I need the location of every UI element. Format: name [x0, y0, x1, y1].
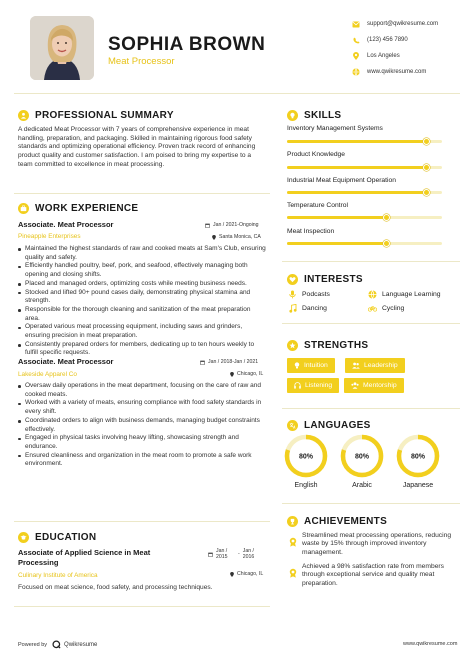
job-location: Santa Monica, CA: [212, 234, 261, 240]
job-title: Associate. Meat Processor: [18, 357, 114, 366]
education-school: Culinary Institute of America: [18, 572, 98, 579]
experience-heading: WORK EXPERIENCE: [18, 203, 138, 214]
list-item: Engaged in physical tasks involving heavy lifting, showcasing strength and endurance.: [18, 434, 266, 451]
profile-photo: [30, 16, 94, 80]
skill-name: Inventory Management Systems: [287, 125, 383, 132]
job-company: Lakeside Apparel Co: [18, 371, 77, 378]
skill-bar: [287, 216, 442, 219]
job-company: Pineapple Enterprises: [18, 233, 81, 240]
skill-bar: [287, 166, 442, 169]
candidate-name: SOPHIA BROWN: [108, 34, 266, 55]
footer-brand: Qwikresume: [64, 641, 98, 648]
ring-value: 80%: [410, 453, 426, 461]
list-item: Responsible for the thorough cleaning and sanitization of the meat preparation area.: [18, 306, 266, 323]
languages-divider: [282, 503, 460, 504]
job-dates: Jan / 2018-Jan / 2021: [200, 359, 258, 365]
summary-text: A dedicated Meat Processor with 7 years of comprehensive experience in meat handling, preparation, and packaging. Skilled in maintaining rigorous food safety standards and optimizing operational efficiency. Proven track record of enhancing product quality and customer satisfaction. I am poised to bring my expertise to a team committed to excellence in meat processing.: [18, 126, 256, 168]
globe-icon: [368, 290, 377, 299]
strengths-divider: [282, 408, 460, 409]
interests-heading: INTERESTS: [287, 274, 363, 285]
summary-heading: PROFESSIONAL SUMMARY: [18, 110, 174, 121]
interests-divider: [282, 323, 460, 324]
list-item: Consistently prepared orders for members, dedicating up to ten hours weekly to fulfill specific requests.: [18, 341, 266, 358]
calendar-icon: [205, 223, 210, 228]
skill-bar: [287, 191, 442, 194]
skill-name: Temperature Control: [287, 202, 348, 209]
strength-tag: Leadership: [345, 358, 405, 373]
achievement-item: Achieved a 98% satisfaction rate from members through exceptional service and quality meat preparation.: [302, 563, 444, 587]
contact-website[interactable]: www.qwikresume.com: [352, 64, 438, 80]
skills-heading: SKILLS: [287, 110, 341, 121]
job-dates: Jan / 2021-Ongoing: [205, 222, 259, 228]
contact-email[interactable]: support@qwikresume.com: [352, 16, 438, 32]
location-pin-icon: [230, 372, 234, 377]
strength-tag: Mentorship: [344, 378, 404, 393]
list-item: Operated various meat processing equipment, including saws and grinders, ensuring precision in meat preparation.: [18, 323, 266, 340]
bicycle-icon: [368, 304, 377, 313]
strengths-heading: STRENGTHS: [287, 340, 368, 351]
mail-icon: [352, 20, 360, 28]
language-name: Arabic: [352, 482, 372, 489]
briefcase-icon: [18, 203, 29, 214]
education-degree-line-1: Associate of Applied Science in Meat: [18, 548, 151, 557]
language-name: English: [294, 482, 318, 489]
experience-divider: [14, 521, 270, 522]
job-bullets: [18, 382, 266, 469]
ring-value: 80%: [298, 453, 314, 461]
candidate-role: Meat Processor: [108, 56, 175, 67]
languages-heading: LANGUAGES: [287, 420, 371, 431]
location-pin-icon: [230, 572, 234, 577]
skills-divider: [282, 261, 460, 262]
headphones-icon: [294, 382, 301, 389]
ring-value: 80%: [354, 453, 370, 461]
interest-item: Dancing: [288, 304, 327, 313]
users-icon: [352, 362, 360, 369]
list-item: Stocked and lifted 90+ pound cases daily, demonstrating physical stamina and strength.: [18, 289, 266, 306]
education-date-from: Jan / 2015: [208, 548, 228, 560]
achievement-item: Streamlined meat processing operations, reducing waste by 15% through improved inventory management.: [302, 532, 452, 556]
award-icon: [288, 534, 298, 544]
microphone-icon: [288, 290, 297, 299]
contact-location: Los Angeles: [352, 48, 438, 64]
skill-bar-knob: [383, 240, 390, 247]
language-ring: [343, 437, 381, 475]
list-item: Coordinated orders to align with business demands, managing budget constraints effectively.: [18, 417, 266, 434]
skill-bar-knob: [423, 189, 430, 196]
skill-bar-fill: [287, 191, 427, 194]
location-pin-icon: [352, 52, 360, 60]
list-item: Worked with a variety of meats, ensuring compliance with food safety standards in every shift.: [18, 399, 266, 416]
education-heading: EDUCATION: [18, 532, 96, 543]
interest-item: Podcasts: [288, 290, 330, 299]
strength-tag: Listening: [287, 378, 339, 393]
contact-block: [352, 16, 438, 80]
list-item: Ensured cleanliness and organization in the meat room to promote a safe work environment.: [18, 452, 266, 469]
heart-icon: [287, 274, 298, 285]
summary-icon: [18, 110, 29, 121]
footer-website[interactable]: www.qwikresume.com: [403, 641, 458, 647]
skill-bar-fill: [287, 140, 427, 143]
skill-bar-fill: [287, 166, 427, 169]
education-degree-line-2: Processing: [18, 558, 59, 567]
education-date-to: - Jan / 2016: [238, 548, 255, 560]
graduation-cap-icon: [18, 532, 29, 543]
phone-icon: [352, 36, 360, 44]
lightbulb-icon: [294, 362, 300, 369]
language-rings: [282, 432, 460, 484]
job-title: Associate. Meat Processor: [18, 220, 114, 229]
language-name: Japanese: [402, 482, 434, 489]
globe-icon: [352, 68, 360, 76]
skill-name: Industrial Meat Equipment Operation: [287, 177, 396, 184]
language-ring: [287, 437, 325, 475]
list-item: Oversaw daily operations in the meat department, focusing on the care of raw and cooked meats.: [18, 382, 266, 399]
interest-item: Language Learning: [368, 290, 441, 299]
list-item: Maintained the highest standards of raw and cooked meats at Sam's Club, ensuring quality and safety.: [18, 245, 266, 262]
contact-phone[interactable]: (123) 456 7890: [352, 32, 438, 48]
skill-bar: [287, 140, 442, 143]
education-description: Focused on meat science, food safety, and processing techniques.: [18, 584, 213, 591]
education-location: Chicago, IL: [230, 571, 263, 577]
list-item: Placed and managed orders, optimizing costs while meeting business needs.: [18, 280, 266, 289]
job-bullets: [18, 245, 266, 358]
lightbulb-icon: [287, 110, 298, 121]
interest-item: Cycling: [368, 304, 404, 313]
summary-divider: [14, 193, 270, 194]
location-pin-icon: [212, 235, 216, 240]
award-icon: [288, 565, 298, 575]
job-location: Chicago, IL: [230, 371, 263, 377]
skill-bar-knob: [423, 138, 430, 145]
translate-icon: [287, 420, 298, 431]
header-divider: [14, 93, 460, 94]
qwikresume-logo-icon: [52, 640, 61, 649]
trophy-icon: [287, 516, 298, 527]
skill-bar: [287, 242, 442, 245]
skill-bar-fill: [287, 216, 386, 219]
list-item: Efficiently handled poultry, beef, pork, and seafood, effectively managing both opening and closing shifts.: [18, 262, 266, 279]
calendar-icon: [200, 360, 205, 365]
skill-name: Product Knowledge: [287, 151, 345, 158]
skill-bar-fill: [287, 242, 386, 245]
strength-tag: Intuition: [287, 358, 335, 373]
achievements-heading: ACHIEVEMENTS: [287, 516, 387, 527]
music-icon: [288, 304, 297, 313]
team-icon: [351, 382, 359, 389]
language-ring: [399, 437, 437, 475]
footer-powered-by[interactable]: Powered by Qwikresume: [18, 641, 98, 648]
education-divider: [14, 606, 270, 607]
calendar-icon: [208, 552, 213, 557]
skill-bar-knob: [423, 164, 430, 171]
star-icon: [287, 340, 298, 351]
skill-name: Meat Inspection: [287, 228, 335, 235]
skill-bar-knob: [383, 214, 390, 221]
